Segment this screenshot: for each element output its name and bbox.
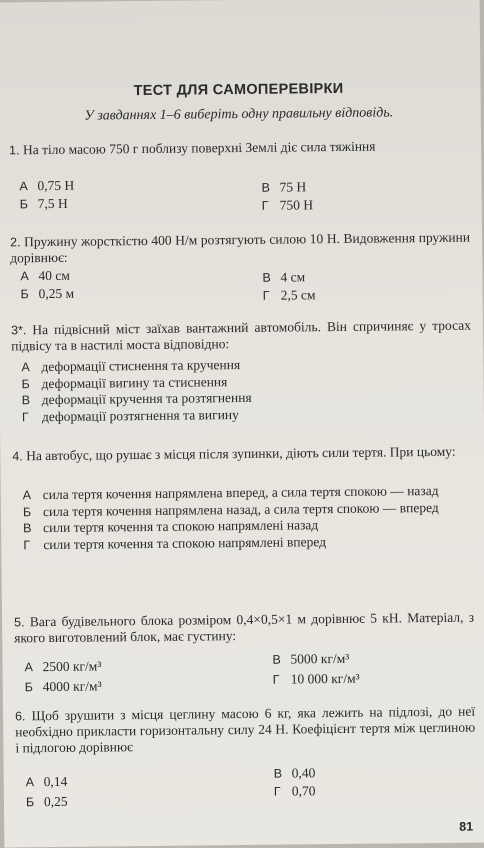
page-title: ТЕСТ ДЛЯ САМОПЕРЕВІРКИ [133,80,344,100]
option-a: А 0,75 Н [19,177,75,194]
option-a: А 0,14 [25,773,68,790]
option-a: А деформації стиснення та кручення [21,357,241,375]
question-4 [12,444,472,465]
question-6 [15,704,475,757]
question-3-options [21,355,467,426]
question-number: 6. [14,709,26,724]
question-4-options [23,483,469,554]
question-number: 2. [10,235,21,250]
question-number: 1. [9,143,20,158]
option-v: В 5000 кг/м³ [272,650,350,667]
question-number: 5. [14,615,25,630]
option-v: В 0,40 [273,765,316,781]
question-number: 3*. [10,323,27,338]
option-a: А 40 см [20,267,70,284]
option-g: Г 0,70 [273,783,316,799]
question-text: Вага будівельного блока розміром 0,4×0,5×1 м дорівнює 5 кН. Матеріал, з якого виготовлений блок, має густину: [14,609,475,646]
option-v: В 4 см [262,269,306,285]
option-a: А сила тертя кочення напрямлена вперед, а сила тертя спокою — назад [22,482,439,503]
question-text: На тіло масою 750 г поблизу поверхні Землі діє сила тяжіння [22,138,376,158]
option-g: Г сили тертя кочення та спокою напрямлені вперед [23,533,327,552]
question-2 [10,230,470,267]
question-1-options [19,174,459,213]
option-b: Б 0,25 [25,793,68,810]
option-v: В сили тертя кочення та спокою напрямлені назад [23,517,319,536]
question-3 [11,318,471,355]
option-g: Г 2,5 см [262,287,316,303]
question-text: Щоб зрушити з місця цеглину масою 6 кг, яка лежить на підлозі, до неї необхідно прикласти горизонтальну силу 24 Н. Коефіцієнт тертя між цеглиною і підлогою дорівнює [15,703,476,756]
option-g: Г 10 000 кг/м³ [272,670,360,687]
question-text: На автобус, що рушає з місця після зупинки, діють сили тертя. При цьому: [26,443,456,464]
option-v: В деформації кручення та розтягнення [21,389,252,408]
question-text: На підвісний міст заїхав вантажний автомобіль. Він спричиняє у тросах підвісу та в настилі моста відповідно: [11,317,472,354]
question-1 [9,138,469,159]
option-v: В 75 Н [261,179,307,195]
option-a: А 2500 кг/м³ [24,658,102,675]
instruction-text: У завданнях 1–6 виберіть одну правильну відповідь. [84,105,394,124]
question-text: Пружину жорсткістю 400 Н/м розтягують силою 10 Н. Видовження пружини дорівнює: [10,229,471,266]
option-b: Б 7,5 Н [19,195,68,212]
option-b: Б 0,25 м [20,285,75,302]
question-5-options [24,650,464,695]
question-number: 4. [12,449,23,464]
option-g: Г деформації розтягнення та вигину [21,406,239,424]
option-g: Г 750 Н [261,197,314,213]
question-5 [14,610,474,647]
option-b: Б деформації вигину та стиснення [21,373,228,391]
question-6-options [25,765,466,810]
option-b: Б 4000 кг/м³ [24,678,102,695]
page-number: 81 [459,819,474,834]
option-b: Б сила тертя кочення напрямлена назад, а сила тертя спокою — вперед [22,499,439,519]
